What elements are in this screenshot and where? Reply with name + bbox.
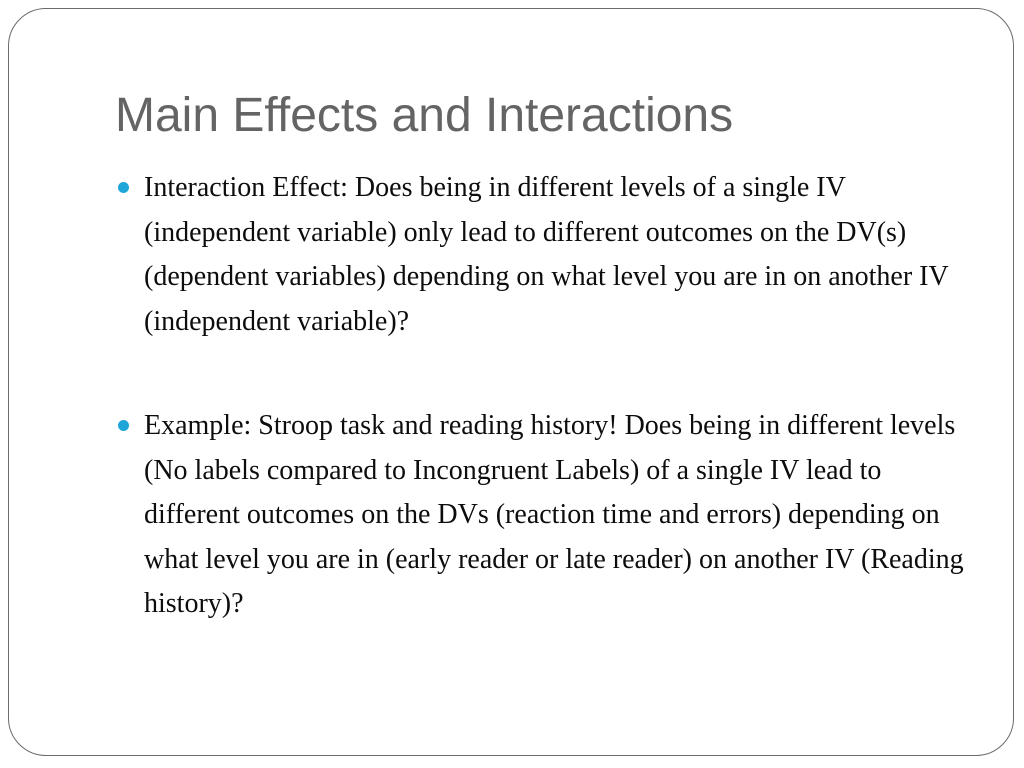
bullet-text: Interaction Effect: Does being in different levels of a single IV (independent variable) only lead to different outcomes on the DV(s) (dependent variables) depending on what level you are in on another IV (independent variable)? (144, 172, 949, 337)
bullet-example (118, 404, 978, 627)
bullet-text: Example: Stroop task and reading history! Does being in different levels (No labels compared to Incongruent Labels) of a single IV lead to different outcomes on the DVs (reaction time and errors) depending on what level you are in (early reader or late reader) on another IV (Reading history)? (144, 410, 964, 619)
bullet-dot-icon (118, 420, 129, 431)
bullet-list (118, 166, 978, 627)
bullet-interaction-effect (118, 166, 978, 344)
bullet-dot-icon (118, 182, 129, 193)
slide-title: Main Effects and Interactions (115, 89, 734, 142)
